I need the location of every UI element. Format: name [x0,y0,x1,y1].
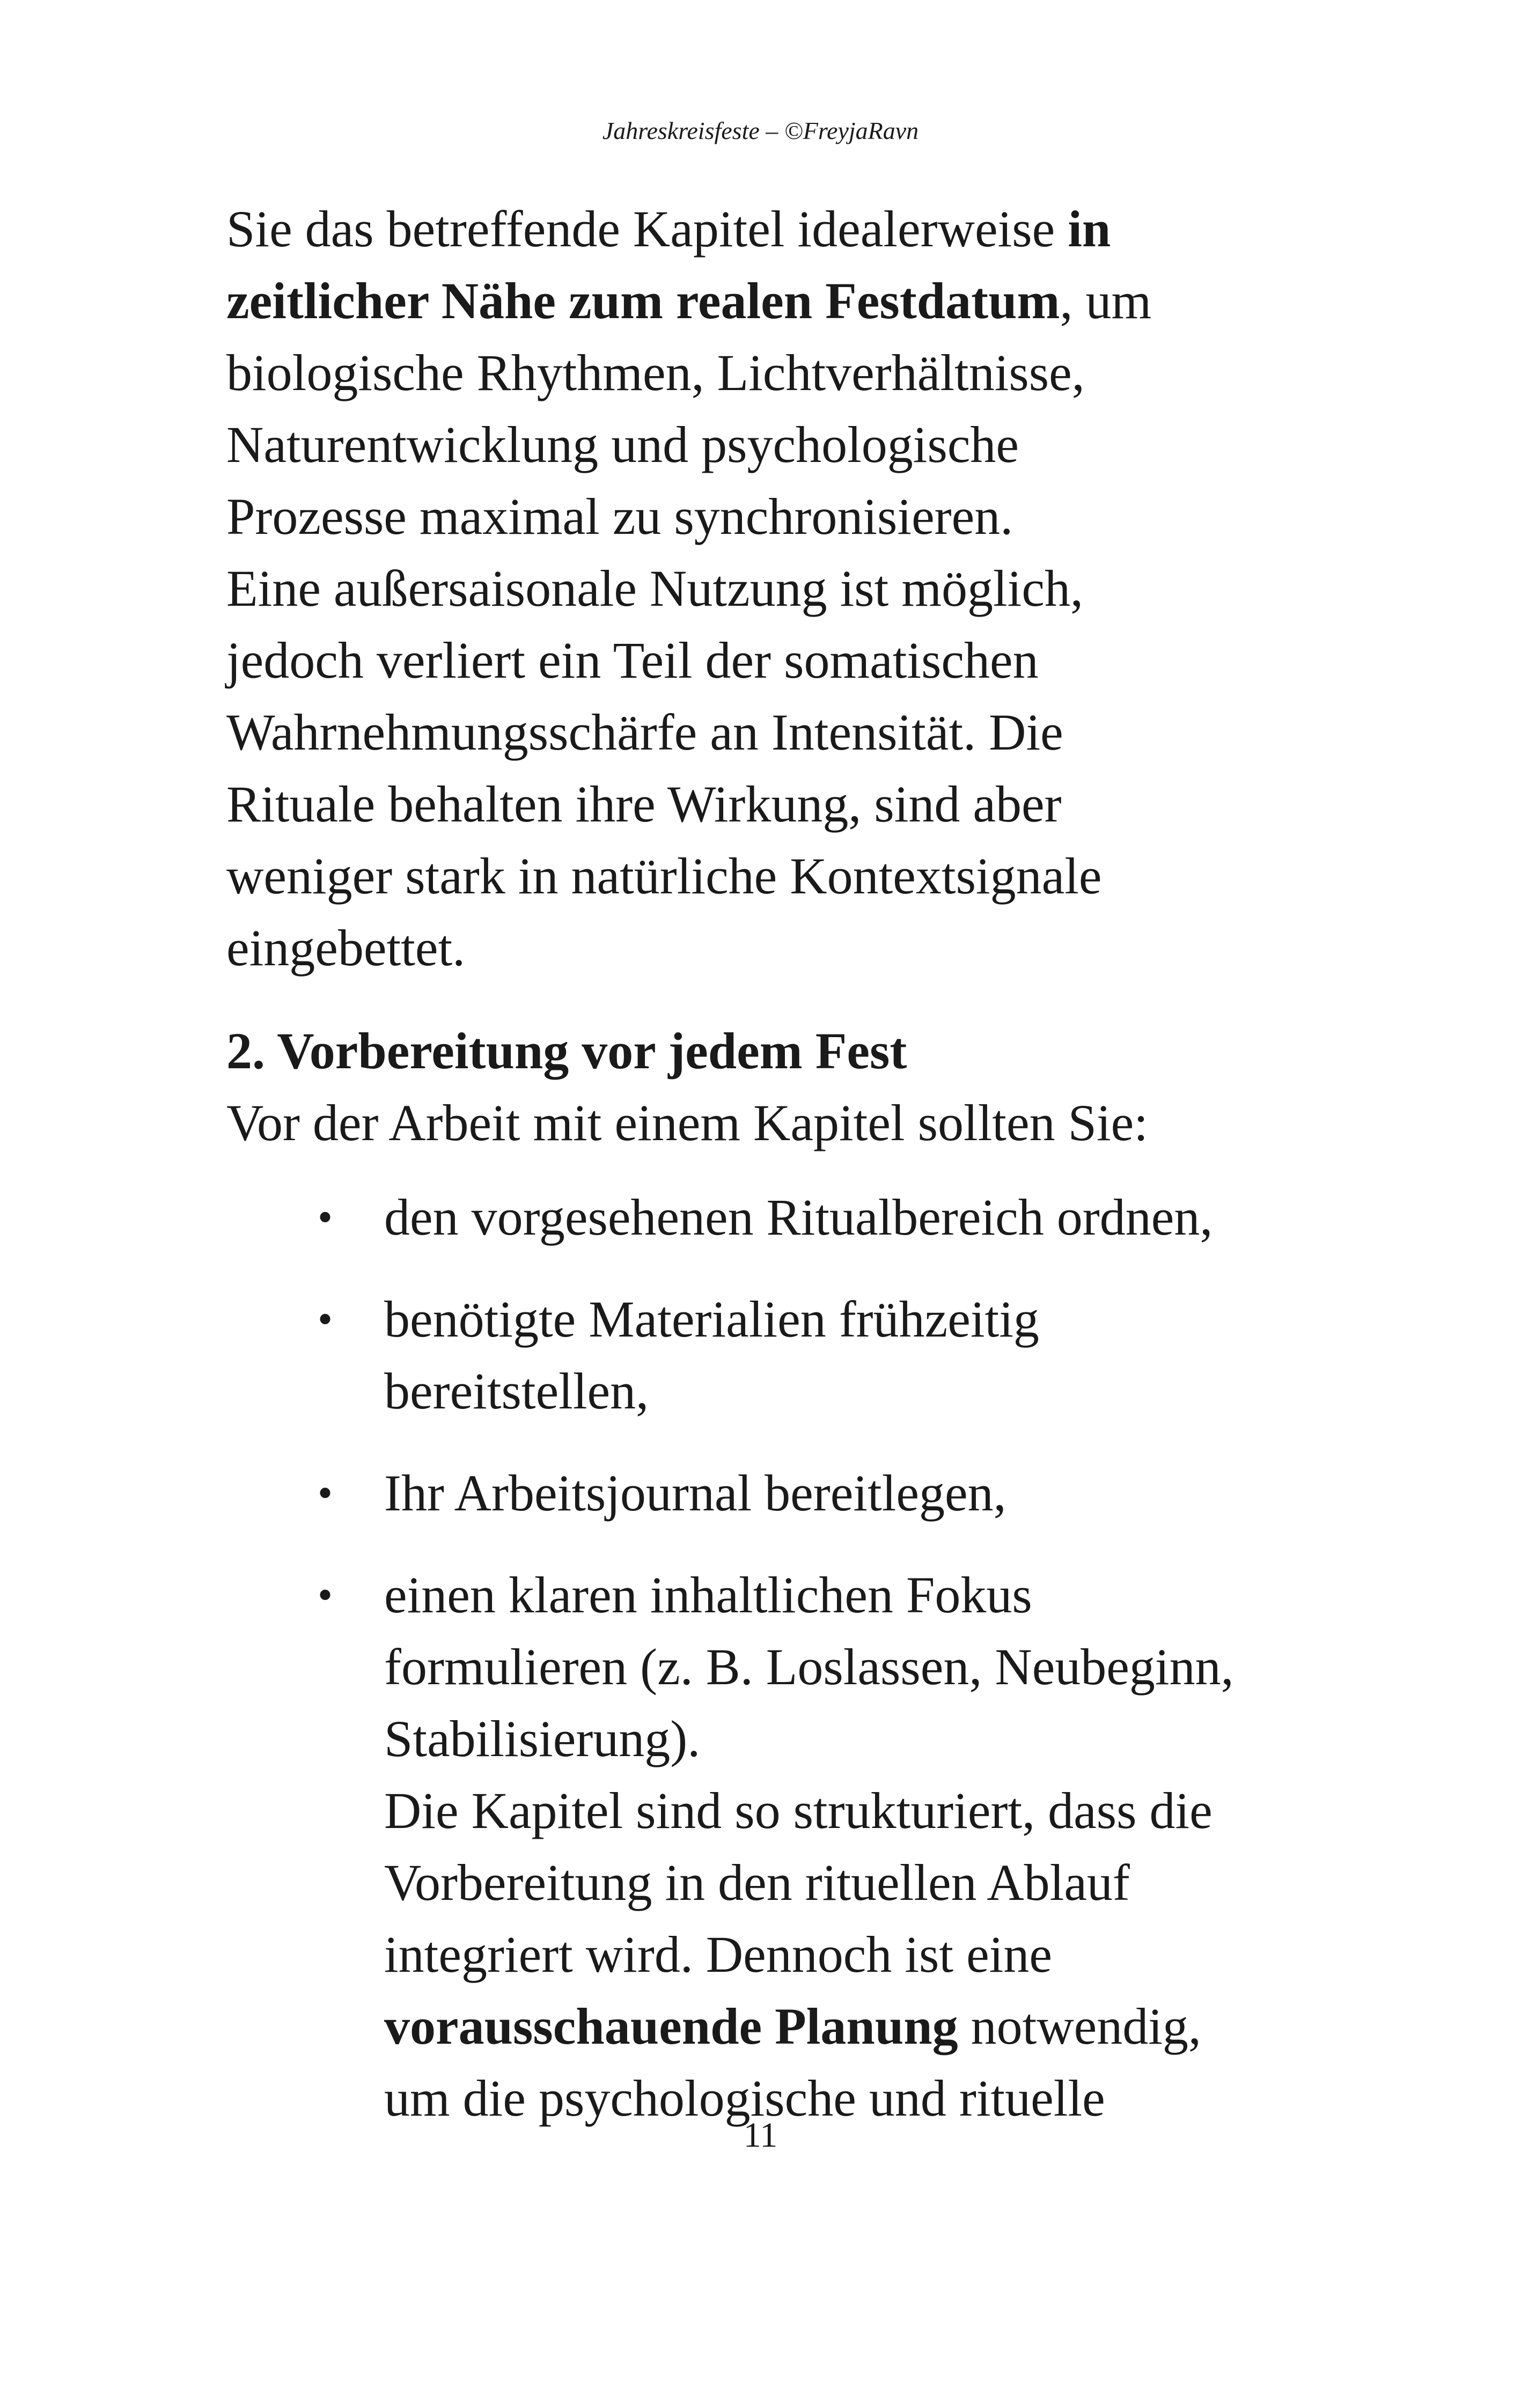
text-line [226,265,1380,337]
text-run: Sie das betreffende Kapitel idealerweise [226,200,1068,258]
list-item-text [384,1559,1380,2134]
list-item [226,1457,1380,1529]
bullet-icon: • [318,1296,333,1343]
list-item-text [384,1283,1380,1427]
text-line: bereitstellen, [384,1362,649,1420]
bullet-icon: • [318,1194,333,1241]
list-item [226,1559,1380,2134]
text-line: Eine außersaisonale Nutzung ist möglich, [226,560,1083,617]
text-line: jedoch verliert ein Teil der somatischen [226,632,1039,689]
list-item [226,1181,1380,1253]
text-run: , um [1060,272,1152,329]
text-line: benötigte Materialien frühzeitig [384,1290,1039,1348]
text-line: Ihr Arbeitsjournal bereitlegen, [384,1464,1006,1522]
list-item-text [384,1457,1380,1529]
text-line [384,1991,1380,2062]
section-heading: 2. Vorbereitung vor jedem Fest [226,1022,907,1080]
bold-text: zeitlicher Nähe zum realen Festdatum [226,272,1060,329]
text-line: Stabilisierung). [384,1710,701,1767]
text-line: Die Kapitel sind so strukturiert, dass die [384,1782,1213,1839]
text-line: weniger stark in natürliche Kontextsignale [226,847,1102,905]
text-line: formulieren (z. B. Loslassen, Neubeginn, [384,1638,1234,1695]
text-line [226,193,1380,265]
list-item [226,1283,1380,1427]
text-line: Vorbereitung in den rituellen Ablauf [384,1854,1130,1911]
list-item-text [384,1181,1380,1253]
text-line: Naturentwicklung und psychologische [226,416,1019,473]
paragraph-timing [226,193,1380,984]
body-text [226,193,1380,2134]
text-line: Rituale behalten ihre Wirkung, sind aber [226,775,1062,833]
bold-text: vorausschauende Planung [384,1998,958,2055]
page-number: 11 [743,2116,778,2155]
text-line: Prozesse maximal zu synchronisieren. [226,488,1013,545]
text-line: den vorgesehenen Ritualbereich ordnen, [384,1188,1213,1246]
bold-text: in [1068,200,1111,258]
text-line: integriert wird. Dennoch ist eine [384,1926,1052,1983]
bullet-list [226,1181,1380,2134]
bullet-icon: • [318,1572,333,1619]
running-header: Jahreskreisfeste – ©FreyjaRavn [602,117,919,144]
text-line: um die psychologische und rituelle [384,2069,1105,2127]
bullet-icon: • [318,1470,333,1517]
section-intro: Vor der Arbeit mit einem Kapitel sollten Sie: [226,1094,1148,1151]
text-line: eingebettet. [226,919,466,977]
text-line: einen klaren inhaltlichen Fokus [384,1566,1032,1624]
text-run: notwendig, [958,1998,1201,2055]
text-line: biologische Rhythmen, Lichtverhältnisse, [226,344,1085,401]
text-line: Wahrnehmungsschärfe an Intensität. Die [226,703,1063,761]
